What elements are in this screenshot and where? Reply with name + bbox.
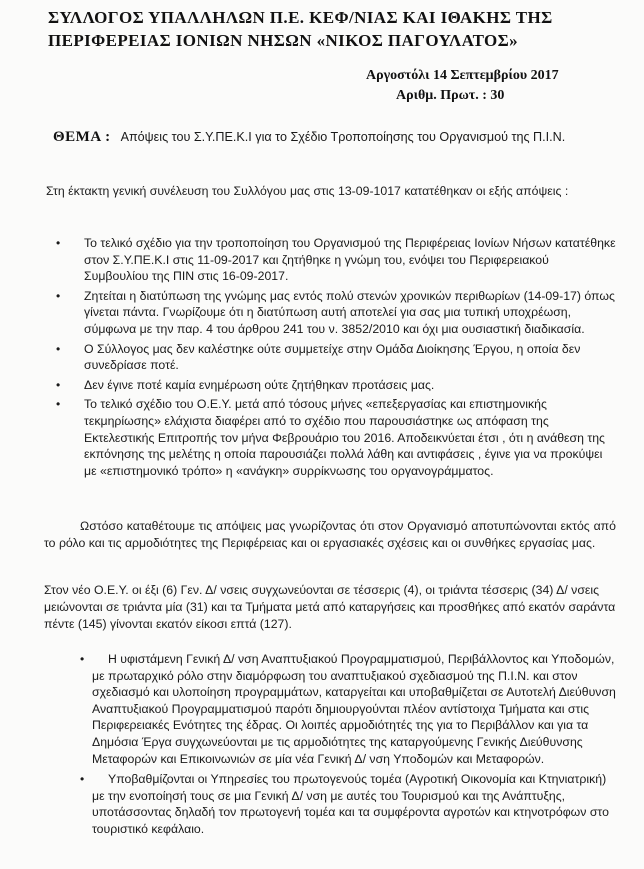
list-item: • Ζητείται η διατύπωση της γνώμης μας εντός πολύ στενών χρονικών περιθωρίων (14-09-17) όπως γίνεται πάντα. Γνωρίζουμε ότι η διατύπωση αυτή αποτελεί για σας μια τυπική υποχρέωση, σύμφωνα με την παρ. 4 του άρθρου 241 του ν. 3852/2010 και όχι μια ουσιαστική διαδικασία.	[56, 288, 615, 336]
document-date: Αργοστόλι 14 Σεπτεμβρίου 2017	[366, 68, 559, 83]
views-list	[56, 235, 616, 482]
list-item: • Δεν έγινε ποτέ καμία ενημέρωση ούτε ζητήθηκαν προτάσεις μας.	[56, 377, 435, 392]
bullet-icon: •	[80, 772, 85, 787]
subject-text: Απόψεις του Σ.Υ.ΠΕ.Κ.Ι για το Σχέδιο Τροποποίησης του Οργανισμού της Π.Ι.Ν.	[120, 130, 566, 144]
subject-line	[53, 128, 623, 146]
protocol-number: Αριθμ. Πρωτ. : 30	[396, 88, 505, 103]
continuation-paragraph: Ωστόσο καταθέτουμε τις απόψεις μας γνωρίζοντας ότι στον Οργανισμό αποτυπώνονται εκτός από το ρόλο και τις αρμοδιότητες της Περιφέρειας και οι εργασιακές σχέσεις και οι συνθήκες εργασίας μας.	[44, 519, 616, 550]
list-item: • Το τελικό σχέδιο για την τροποποίηση του Οργανισμού της Περιφέρειας Ιονίων Νήσων κατατέθηκε στον Σ.Υ.ΠΕ.Κ.Ι στις 11-09-2017 και ζητήθηκε η γνώμη του, ενόψει του Περιφερειακού Συμβουλίου της ΠΙΝ στις 16-09-2017.	[56, 236, 616, 284]
bullet-icon: •	[80, 652, 85, 666]
list-item: • Υποβαθμίζονται οι Υπηρεσίες του πρωτογενούς τομέα (Αγροτική Οικονομία και Κτηνιατρική) με την ενοποίησή τους σε μια Γενική Δ/ νση με αυτές του Τουρισμού και της Ανάπτυξης, υποτάσσοντας δηλαδή τον πρωτογενή τομέα και τα συμφέροντα αγροτών και κτηνοτρόφων στο τουριστικό κεφάλαιο.	[64, 771, 616, 837]
organization-name-line2: ΠΕΡΙΦΕΡΕΙΑΣ ΙΟΝΙΩΝ ΝΗΣΩΝ «ΝΙΚΟΣ ΠΑΓΟΥΛΑΤΟΣ»	[48, 31, 519, 50]
date-block	[366, 66, 596, 106]
organization-name-line1: ΣΥΛΛΟΓΟΣ ΥΠΑΛΛΗΛΩΝ Π.Ε. ΚΕΦ/ΝΙΑΣ ΚΑΙ ΙΘΑΚΗΣ ΤΗΣ	[48, 8, 553, 27]
bullet-icon: •	[56, 377, 61, 392]
list-item: • Η υφιστάμενη Γενική Δ/ νση Αναπτυξιακού Προγραμματισμού, Περιβάλλοντος και Υποδομών, με πρωταρχικό ρόλο στην διαμόρφωση του αναπτυξιακού σχεδιασμού της Π.Ι.Ν. και στον σχεδιασμό και υλοποίηση προγραμμάτων, καταργείται και υποβαθμίζεται σε Αυτοτελή Διεύθυνση Αναπτυξιακού Προγραμματισμού παρότι δημιουργούνται πλέον αντίστοιχα Τμήματα και στις Περιφερειακές Ενότητες της έδρας. Οι λοιπές αρμοδιότητές της για το Περιβάλλον και για τα Δημόσια Έργα συγχωνεύονται με τις αρμοδιότητες της καταργούμενης Γενικής Διεύθυνσης Μεταφορών και Επικοινωνιών σε μία νέα Γενική Δ/ νση Υποδομών και Μεταφορών.	[64, 651, 616, 767]
intro-paragraph: Στη έκτακτη γενική συνέλευση του Συλλόγου μας στις 13-09-1017 κατατέθηκαν οι εξής απόψεις :	[46, 184, 569, 198]
bullet-icon: •	[56, 397, 61, 412]
bullet-icon: •	[56, 236, 61, 250]
bullet-icon: •	[56, 341, 61, 356]
list-item: • Ο Σύλλογος μας δεν καλέστηκε ούτε συμμετείχε στην Ομάδα Διοίκησης Έργου, η οποία δεν συνεδρίασε ποτέ.	[56, 341, 581, 373]
subject-label: ΘΕΜΑ :	[53, 129, 111, 145]
restructuring-paragraph: Στον νέο Ο.Ε.Υ. οι έξι (6) Γεν. Δ/ νσεις συγχωνεύονται σε τέσσερις (4), οι τριάντα τέσσερις (34) Δ/ νσεις μειώνονται σε τριάντα μία (31) και τα Τμήματα μετά από καταργήσεις και προσθήκες από εκατόν σαράντα πέντε (145) γίνονται εκατόν είκοσι επτά (127).	[44, 583, 616, 631]
bullet-icon: •	[56, 288, 61, 303]
changes-list	[64, 651, 616, 842]
organization-header	[48, 6, 618, 52]
list-item: • Το τελικό σχέδιο του Ο.Ε.Υ. μετά από τόσους μήνες «επεξεργασίας και επιστημονικής τεκμηρίωσης» ελάχιστα διαφέρει από το σχέδιο που παρουσιάστηκε ως απόφαση της Εκτελεστικής Επιτροπής τον μήνα Φεβρουάριο του 2016. Αποδεικνύεται έτσι , ότι η ανάθεση της εκπόνησης της μελέτης η οποία παρουσιάζει πολλά λάθη και αντιφάσεις , έγινε για να προκύψει με «επιστημονικό τρόπο» η «ανάγκη» συρρίκνωσης του οργανογράμματος.	[56, 397, 605, 478]
